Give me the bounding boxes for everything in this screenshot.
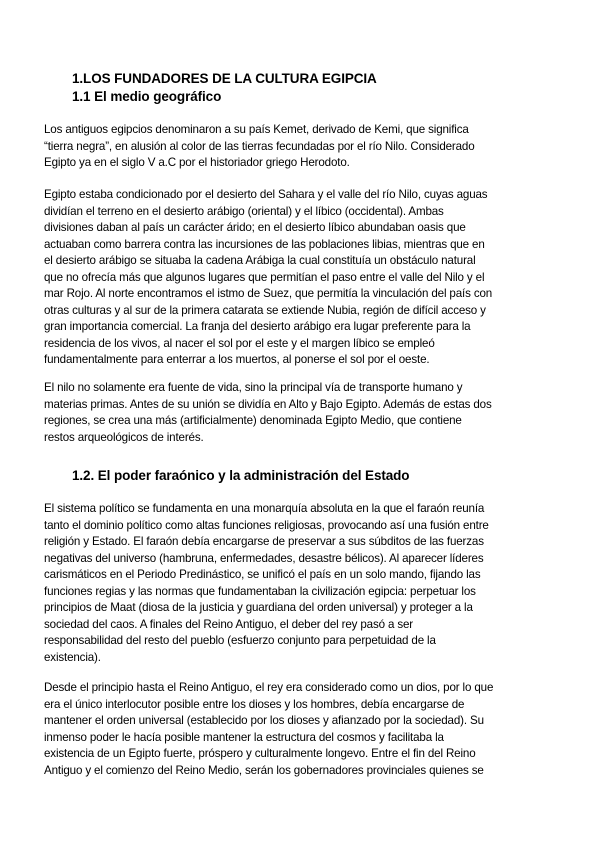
text-line: el desierto arábigo se situaba la cadena Arábiga la cual constituía un obstáculo natural — [44, 254, 476, 267]
text-line: principios de Maat (diosa de la justicia y guardiana del orden universal) y proteger a la — [44, 601, 473, 614]
text-line: existencia). — [44, 650, 101, 664]
text-line: gran importancia comercial. La franja del desierto arábigo era lugar preferente para la — [44, 320, 471, 333]
text-line: sociedad del caos. A finales del Reino Antiguo, el deber del rey pasó a ser — [44, 617, 414, 631]
text-line: carismáticos en el Periodo Predinástico, se unificó el país en un solo mando, fijando las — [44, 568, 481, 581]
text-line: Antiguo y el comienzo del Reino Medio, serán los gobernadores provinciales quienes se — [44, 763, 484, 777]
text-line: mantener el orden universal (establecido por los dioses y afianzado por la sociedad). Su — [44, 714, 484, 727]
text-line: funciones regias y las normas que fundamentaban la civilización egipcia: perpetuar los — [44, 584, 476, 598]
text-line: regiones, se crea una más (artificialmente) denominada Egipto Medio, que contiene — [44, 414, 462, 427]
text-line: fundamentalmente para enterrar a los muertos, al ponerse el sol por el oeste. — [44, 353, 430, 366]
text-line: Desde el principio hasta el Reino Antiguo, el rey era considerado como un dios, por lo que — [44, 681, 494, 694]
section-heading-1: 1.1 El medio geográfico — [72, 89, 222, 104]
text-line: otras culturas y al sur de la primera catarata se extiende Nubia, región de difícil acceso y — [44, 303, 486, 317]
text-line: “tierra negra”, en alusión al color de las tierras fecundadas por el río Nilo. Considerado — [44, 139, 475, 153]
paragraph — [44, 187, 559, 369]
text-line: dividían el terreno en el desierto arábigo (oriental) y el líbico (occidental). Ambas — [44, 204, 444, 218]
text-line: materias primas. Antes de su unión se dividía en Alto y Bajo Egipto. Además de estas dos — [44, 397, 492, 411]
text-line: Egipto estaba condicionado por el desierto del Sahara y el valle del río Nilo, cuyas aguas — [44, 188, 488, 201]
text-line: que no ofrecía más que algunos lugares que permitían el paso entre el valle del Nilo y el — [44, 270, 485, 284]
text-line: El sistema político se fundamenta en una monarquía absoluta en la que el faraón reunía — [44, 502, 485, 515]
paragraph — [44, 680, 559, 779]
text-line: Los antiguos egipcios denominaron a su país Kemet, derivado de Kemi, que significa — [44, 123, 469, 136]
chapter-title: 1.LOS FUNDADORES DE LA CULTURA EGIPCIA — [72, 71, 377, 86]
text-line: negativas del universo (hambruna, enfermedades, desastre bélicos). Al aparecer líderes — [44, 551, 484, 565]
text-line: religión y Estado. El faraón debía encargarse de preservar a sus súbditos de las fuerzas — [44, 535, 484, 548]
text-line: existencia de un Egipto fuerte, próspero y culturalmente longevo. Entre el fin del Reino — [44, 747, 476, 760]
text-line: responsabilidad del resto del pueblo (esfuerzo conjunto para perpetuidad de la — [44, 634, 436, 647]
text-line: restos arqueológicos de interés. — [44, 430, 204, 444]
text-line: era el único interlocutor posible entre los dioses y los hombres, debía encargarse de — [44, 697, 465, 711]
text-line: actuaban como barrera contra las incursiones de las poblaciones libias, mientras que en — [44, 237, 485, 251]
text-line: mar Rojo. Al norte encontramos el istmo de Suez, que permitía la vinculación del país con — [44, 287, 493, 300]
paragraph — [44, 501, 559, 666]
text-line: El nilo no solamente era fuente de vida, sino la principal vía de transporte humano y — [44, 381, 463, 394]
text-line: Egipto ya en el siglo V a.C por el historiador griego Herodoto. — [44, 156, 350, 169]
section-heading-2: 1.2. El poder faraónico y la administración del Estado — [72, 468, 410, 483]
text-line: divisiones daban al país un carácter árido; en el desierto líbico abundaban oasis que — [44, 221, 466, 234]
text-line: residencia de los vivos, al nacer el sol por el este y el margen líbico se empleó — [44, 336, 435, 350]
paragraph — [44, 380, 559, 446]
text-line: tanto el dominio político como altas funciones religiosas, provocando así una fusión entre — [44, 518, 489, 532]
paragraph — [44, 122, 559, 172]
text-line: inmenso poder le hacía posible mantener la estructura del cosmos y facilitaba la — [44, 730, 444, 744]
